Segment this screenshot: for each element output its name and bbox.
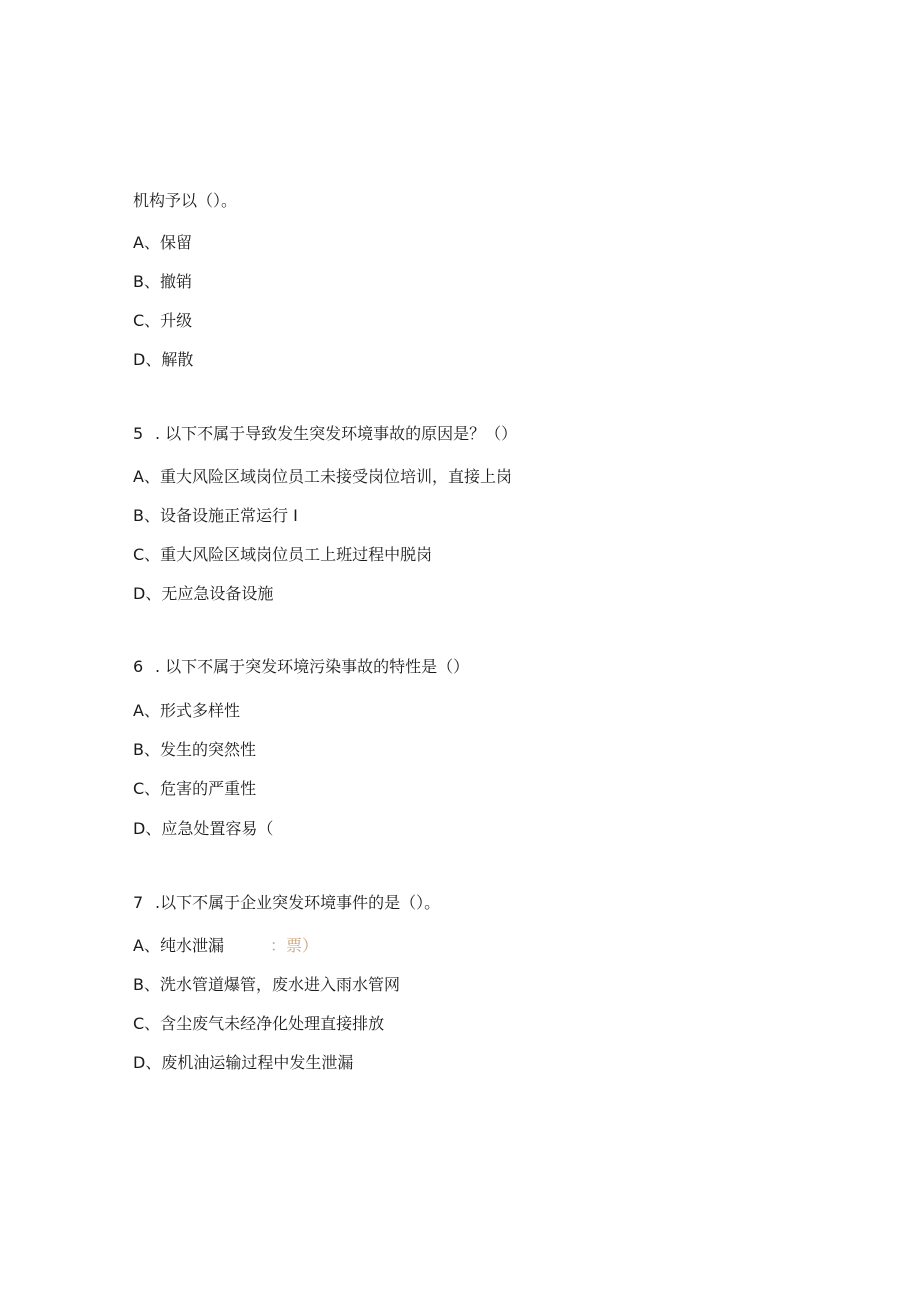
option-d: D、无应急设备设施: [133, 584, 274, 603]
option-a: A、重大风险区域岗位员工未接受岗位培训，直接上岗: [133, 467, 512, 486]
option-d: D、解散: [133, 350, 194, 369]
option-a: A、形式多样性: [133, 701, 240, 720]
option-a: A、纯水泄漏: [133, 936, 224, 955]
question-stem-tail: 机构予以（）。: [133, 191, 238, 210]
question-number: 7: [133, 893, 144, 912]
question-text: .以下不属于企业突发环境事件的是（）。: [155, 893, 441, 912]
stray-annotation: ：票）: [270, 936, 319, 955]
option-c: C、升级: [133, 311, 193, 330]
option-c: C、重大风险区域岗位员工上班过程中脱岗: [133, 545, 433, 564]
question-number: 5: [133, 424, 144, 443]
option-b: B、撤销: [133, 272, 192, 291]
option-d: D、废机油运输过程中发生泄漏: [133, 1053, 354, 1072]
option-b: B、发生的突然性: [133, 740, 256, 759]
question-6: [133, 657, 469, 677]
question-number: 6: [133, 657, 144, 676]
option-c: C、危害的严重性: [133, 779, 257, 798]
option-d: D、应急处置容易（: [133, 819, 274, 838]
question-text: . 以下不属于突发环境污染事故的特性是（）: [155, 657, 470, 676]
option-b: B、设备设施正常运行 I: [133, 506, 298, 525]
question-text: . 以下不属于导致发生突发环境事故的原因是？（）: [155, 424, 518, 443]
option-b: B、洗水管道爆管，废水进入雨水管网: [133, 975, 400, 994]
question-5: [133, 424, 517, 444]
question-7: [133, 893, 440, 913]
option-a: A、保留: [133, 233, 192, 252]
option-c: C、含尘废气未经净化处理直接排放: [133, 1014, 385, 1033]
